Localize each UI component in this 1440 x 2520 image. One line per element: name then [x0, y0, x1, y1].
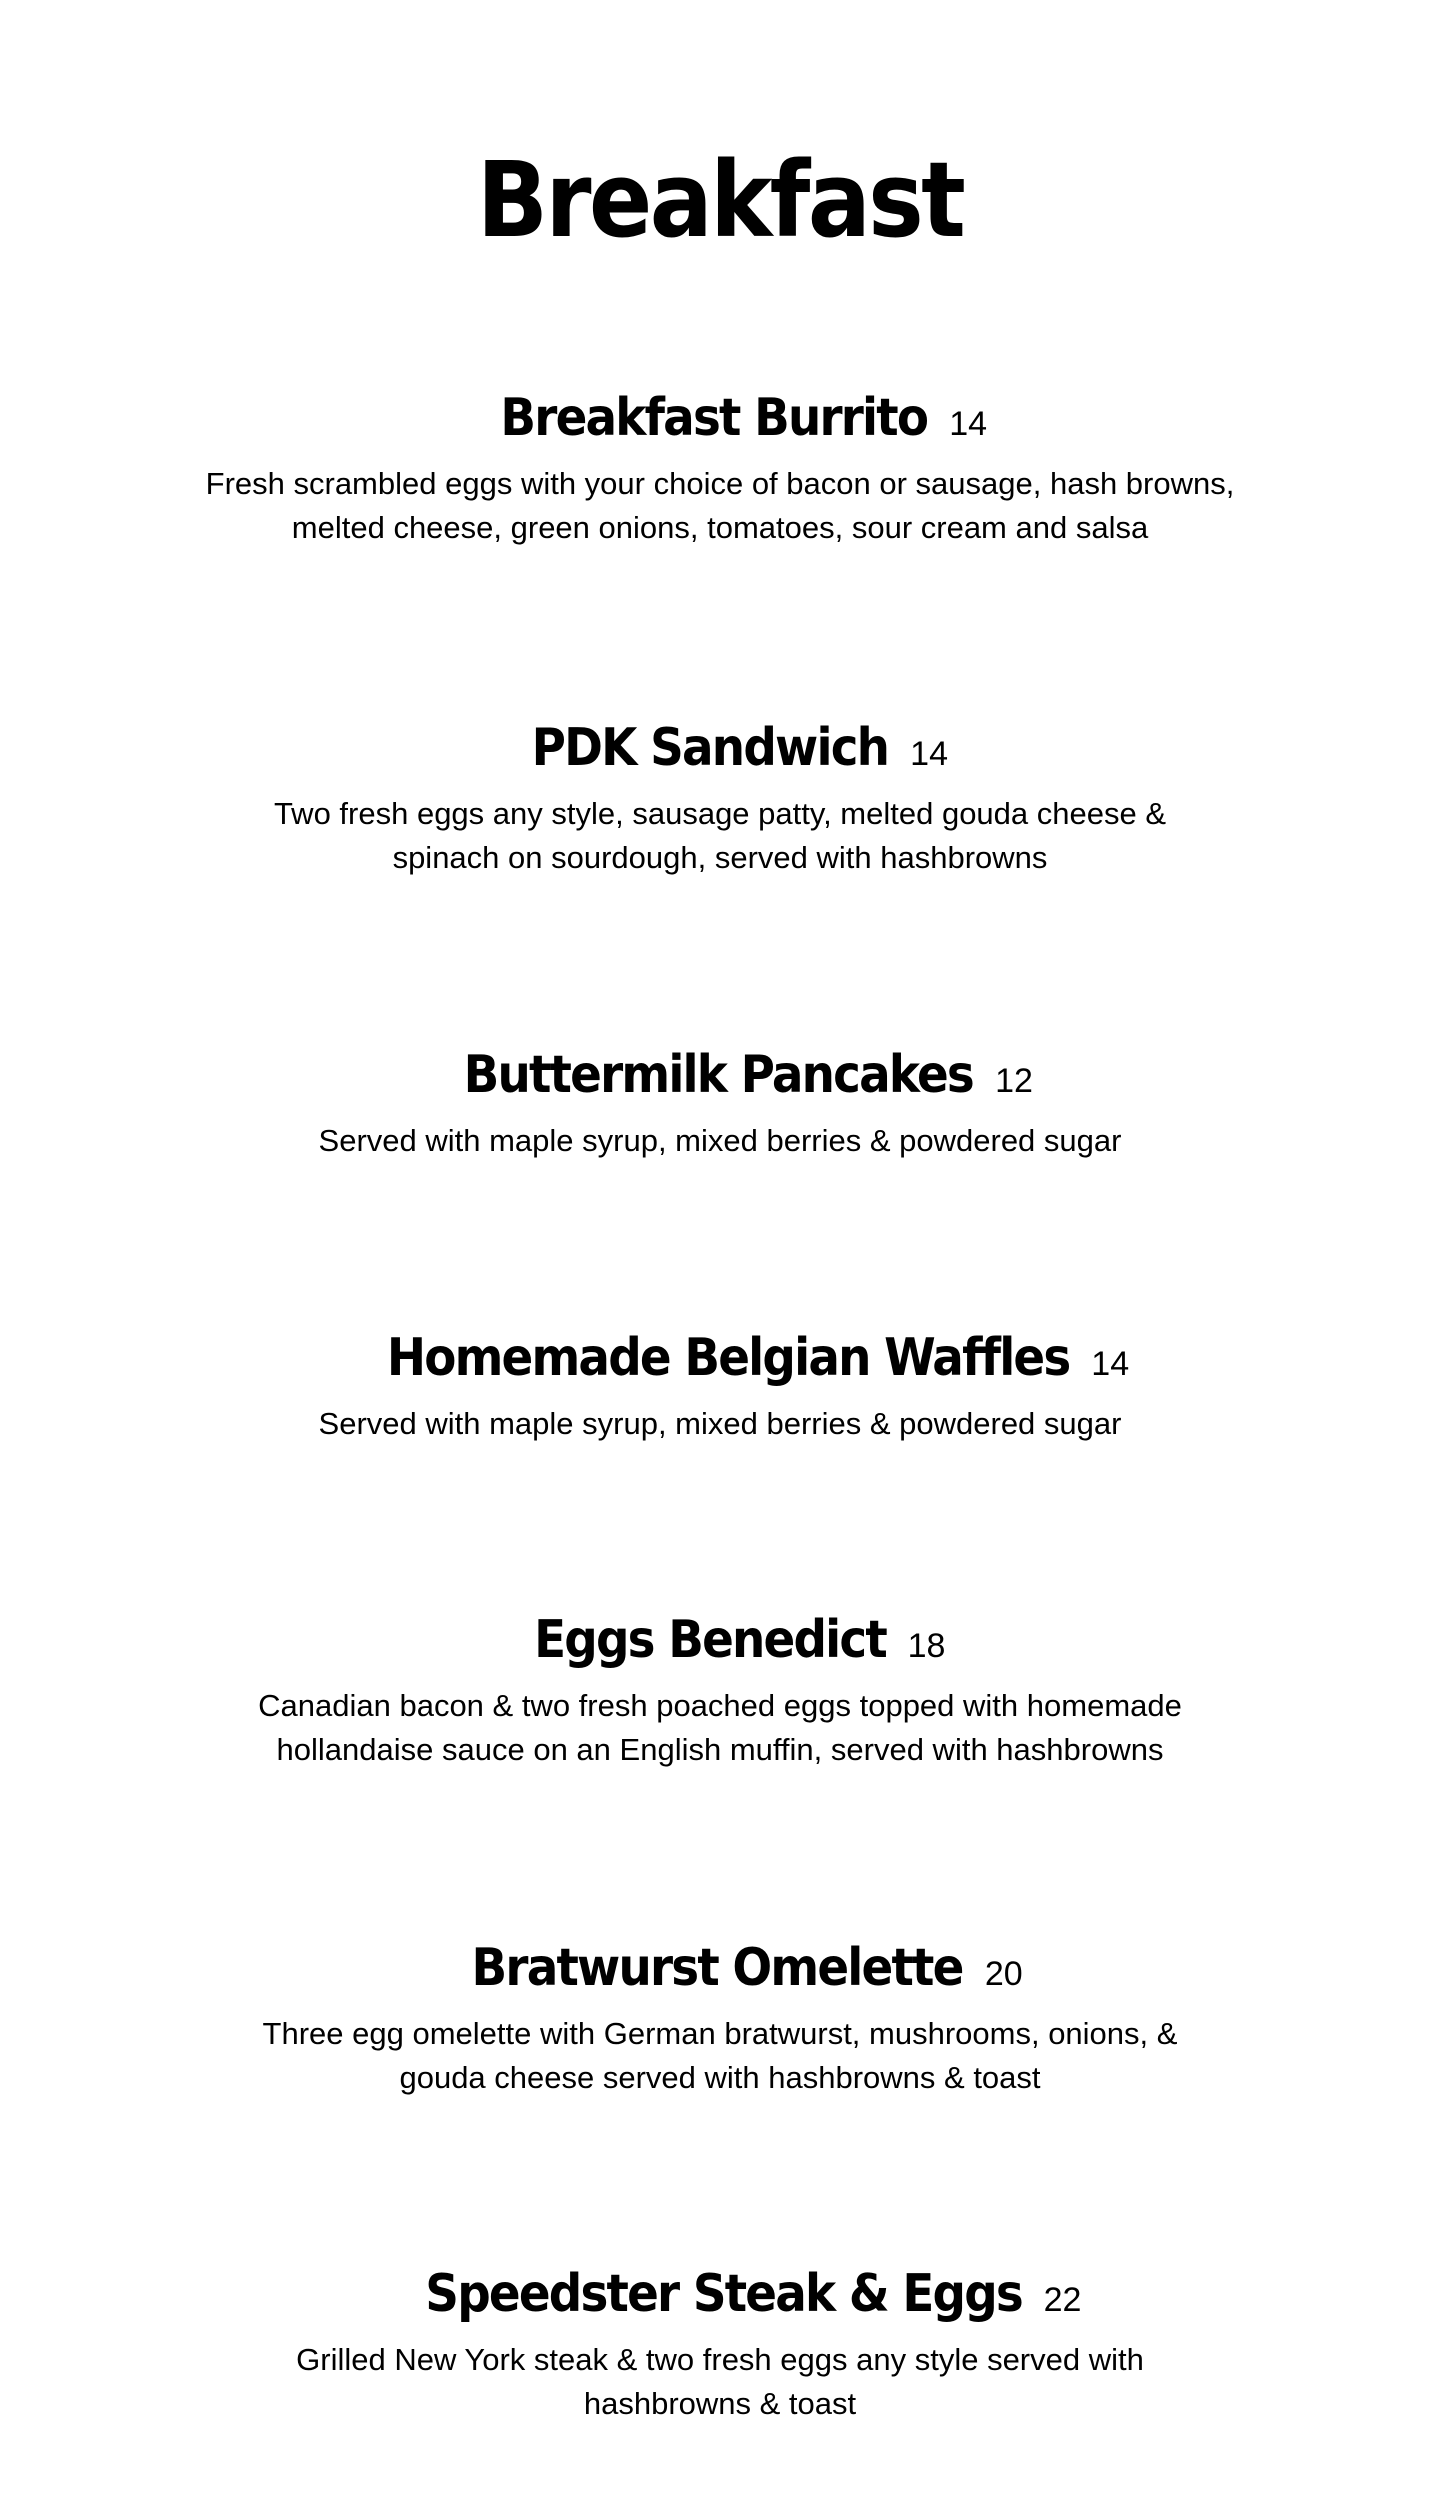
- menu-title: Breakfast: [476, 139, 964, 261]
- item-name: Bratwurst Omelette: [471, 1938, 963, 1998]
- item-description: [170, 792, 1270, 880]
- item-price: 12: [995, 1062, 1033, 1100]
- item-description: [170, 462, 1270, 550]
- item-heading: [0, 380, 1440, 456]
- item-heading: [0, 2256, 1440, 2332]
- item-heading: [0, 1602, 1440, 1678]
- item-price: 18: [907, 1627, 946, 1665]
- item-description-line: Fresh scrambled eggs with your choice of bacon or sausage, hash browns,: [205, 466, 1235, 501]
- menu-item-pdk-sandwich: [0, 710, 1440, 880]
- item-name: Buttermilk Pancakes: [463, 1045, 974, 1105]
- item-description-line: gouda cheese served with hashbrowns & toast: [399, 2060, 1041, 2095]
- menu-item-buttermilk-pancakes: [0, 1037, 1440, 1163]
- item-price: 14: [949, 405, 988, 443]
- item-description-line: Canadian bacon & two fresh poached eggs topped with homemade: [258, 1688, 1182, 1723]
- menu-item-bratwurst-omelette: [0, 1930, 1440, 2100]
- item-description-line: spinach on sourdough, served with hashbrowns: [392, 840, 1048, 875]
- item-price: 22: [1043, 2281, 1082, 2319]
- menu-item-speedster-steak-eggs: [0, 2256, 1440, 2426]
- menu-item-breakfast-burrito: [0, 380, 1440, 550]
- item-description-line: Served with maple syrup, mixed berries & powdered sugar: [318, 1123, 1122, 1158]
- item-price: 14: [910, 735, 948, 773]
- item-name: PDK Sandwich: [531, 718, 889, 778]
- item-heading: [0, 710, 1440, 786]
- item-description-line: Three egg omelette with German bratwurst, mushrooms, onions, &: [262, 2016, 1178, 2051]
- item-description-line: Grilled New York steak & two fresh eggs any style served with: [296, 2342, 1144, 2377]
- item-description-line: hashbrowns & toast: [583, 2386, 857, 2421]
- item-name: Speedster Steak & Eggs: [424, 2264, 1022, 2324]
- item-description: [170, 1119, 1270, 1163]
- item-heading: [0, 1930, 1440, 2006]
- item-name: Eggs Benedict: [533, 1610, 886, 1670]
- item-price: 14: [1091, 1345, 1130, 1383]
- item-description-line: Two fresh eggs any style, sausage patty, melted gouda cheese &: [273, 796, 1167, 831]
- item-description-line: Served with maple syrup, mixed berries & powdered sugar: [318, 1406, 1122, 1441]
- item-description-line: hollandaise sauce on an English muffin, served with hashbrowns: [276, 1732, 1164, 1767]
- item-name: Homemade Belgian Waffles: [386, 1328, 1070, 1388]
- item-heading: [0, 1320, 1440, 1396]
- menu-item-belgian-waffles: [0, 1320, 1440, 1446]
- item-description: [170, 2338, 1270, 2426]
- item-description: [170, 2012, 1270, 2100]
- item-name: Breakfast Burrito: [500, 388, 928, 448]
- item-description-line: melted cheese, green onions, tomatoes, sour cream and salsa: [291, 510, 1149, 545]
- item-price: 20: [984, 1955, 1023, 1993]
- item-description: [170, 1684, 1270, 1772]
- item-heading: [0, 1037, 1440, 1113]
- item-description: [170, 1402, 1270, 1446]
- menu-item-eggs-benedict: [0, 1602, 1440, 1772]
